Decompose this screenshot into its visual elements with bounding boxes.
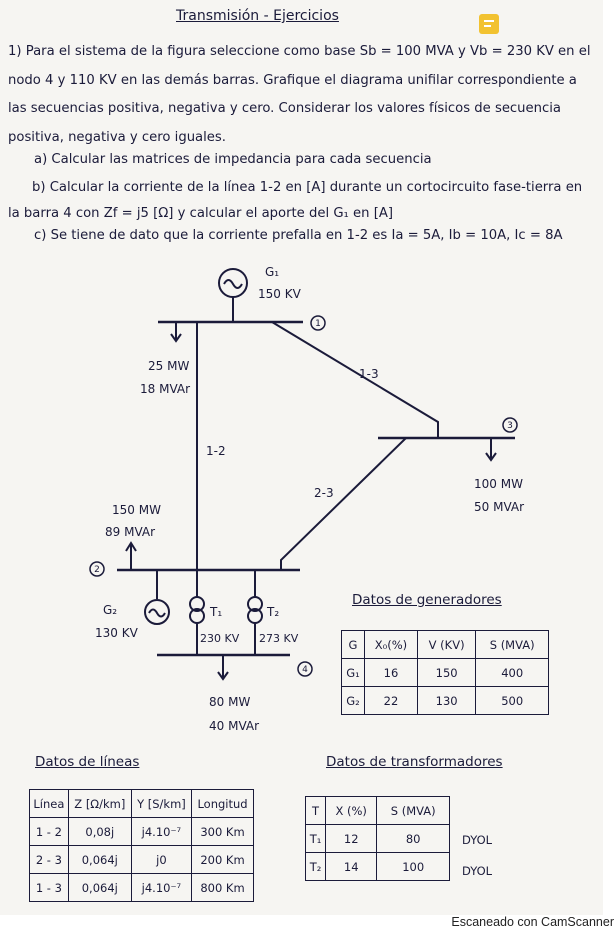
table-header: V (KV)	[417, 631, 475, 659]
lines-table	[29, 789, 254, 902]
table-cell: 200 Km	[192, 846, 254, 874]
g2-voltage: 130 KV	[95, 626, 138, 640]
table-cell: T₁	[306, 825, 326, 853]
table-header: X₀(%)	[365, 631, 418, 659]
table-row	[30, 818, 254, 846]
table-header: X (%)	[326, 797, 377, 825]
table-cell: 130	[417, 687, 475, 715]
load1-p: 25 MW	[148, 359, 190, 373]
line-1-3	[272, 322, 438, 438]
table-cell: j4.10⁻⁷	[131, 818, 191, 846]
table-cell: 1 - 2	[30, 818, 69, 846]
g1-label: G₁	[265, 265, 280, 279]
transformers-table-title: Datos de transformadores	[326, 754, 503, 770]
table-header: Z [Ω/km]	[68, 790, 131, 818]
question-c: c) Se tiene de dato que la corriente prefalla en 1-2 es Ia = 5A, Ib = 10A, Ic = 8A	[34, 228, 563, 243]
t1-label: T₁	[210, 605, 223, 619]
load3-q: 50 MVAr	[474, 500, 525, 514]
load3-p: 100 MW	[474, 477, 523, 491]
gen2-injection-p: 150 MW	[112, 503, 161, 517]
table-cell: G₁	[342, 659, 365, 687]
transformers-table	[305, 796, 450, 881]
table-cell: 2 - 3	[30, 846, 69, 874]
table-cell: G₂	[342, 687, 365, 715]
table-cell: 300 Km	[192, 818, 254, 846]
question-b: b) Calcular la corriente de la línea 1-2 en [A] durante un cortocircuito fase-tierra en la barra 4 con Zf = j5 [Ω] y calcular el aporte del G₁ en [A]	[8, 180, 583, 221]
table-cell: 16	[365, 659, 418, 687]
table-row	[306, 853, 450, 881]
generators-table	[341, 630, 549, 715]
bus-4-number: 4	[302, 665, 308, 675]
table-header: Y [S/km]	[131, 790, 191, 818]
lines-table-title: Datos de líneas	[35, 754, 140, 770]
table-row	[30, 846, 254, 874]
t1-voltage: 230 KV	[200, 632, 240, 645]
bus-1-number: 1	[315, 319, 321, 329]
g2-label: G₂	[103, 603, 118, 617]
table-cell: 0,08j	[68, 818, 131, 846]
t2-label: T₂	[267, 605, 280, 619]
table-header: S (MVA)	[377, 797, 450, 825]
table-row	[30, 874, 254, 902]
page-title: Transmisión - Ejercicios	[176, 8, 339, 24]
table-cell: 12	[326, 825, 377, 853]
table-cell: 150	[417, 659, 475, 687]
table-cell: 1 - 3	[30, 874, 69, 902]
table-cell: 0,064j	[68, 846, 131, 874]
bus-3-number: 3	[507, 421, 513, 431]
table-header: S (MVA)	[476, 631, 549, 659]
table-cell: 22	[365, 687, 418, 715]
table-cell: T₂	[306, 853, 326, 881]
question-a: a) Calcular las matrices de impedancia para cada secuencia	[34, 152, 432, 167]
line-2-3	[281, 438, 406, 570]
table-row	[306, 825, 450, 853]
table-cell: 800 Km	[192, 874, 254, 902]
table-cell: j0	[131, 846, 191, 874]
table-header: Longitud	[192, 790, 254, 818]
table-row	[342, 631, 549, 659]
line23-label: 2-3	[314, 486, 334, 500]
table-header: G	[342, 631, 365, 659]
gen2-injection-q: 89 MVAr	[105, 525, 156, 539]
table-header: Línea	[30, 790, 69, 818]
line13-label: 1-3	[359, 367, 379, 381]
table-cell: 14	[326, 853, 377, 881]
table-row	[342, 687, 549, 715]
table-cell: 100	[377, 853, 450, 881]
problem-statement: 1) Para el sistema de la figura seleccione como base Sb = 100 MVA y Vb = 230 KV en el nodo 4 y 110 KV en las demás barras. Grafique el diagrama unifilar correspondiente a las secuencias positiva, negativa y cero. Considerar los valores físicos de secuencia positiva, negativa y cero iguales.	[8, 44, 591, 145]
generators-table-title: Datos de generadores	[352, 592, 502, 608]
load1-q: 18 MVAr	[140, 382, 191, 396]
table-cell: 500	[476, 687, 549, 715]
generator-2-wave	[149, 610, 165, 617]
t1-connection: DYOL	[462, 833, 493, 847]
g1-voltage: 150 KV	[258, 287, 301, 301]
load4-p: 80 MW	[209, 695, 251, 709]
t2-connection: DYOL	[462, 864, 493, 878]
table-row	[306, 797, 450, 825]
table-row	[342, 659, 549, 687]
line12-label: 1-2	[206, 444, 226, 458]
table-header: T	[306, 797, 326, 825]
t2-voltage: 273 KV	[259, 632, 299, 645]
scanner-watermark: Escaneado con CamScanner	[451, 915, 614, 929]
table-cell: 80	[377, 825, 450, 853]
table-cell: 0,064j	[68, 874, 131, 902]
load4-q: 40 MVAr	[209, 719, 260, 733]
table-cell: 400	[476, 659, 549, 687]
table-row	[30, 790, 254, 818]
generator-1-wave	[224, 280, 242, 288]
bus-2-number: 2	[94, 565, 100, 575]
table-cell: j4.10⁻⁷	[131, 874, 191, 902]
